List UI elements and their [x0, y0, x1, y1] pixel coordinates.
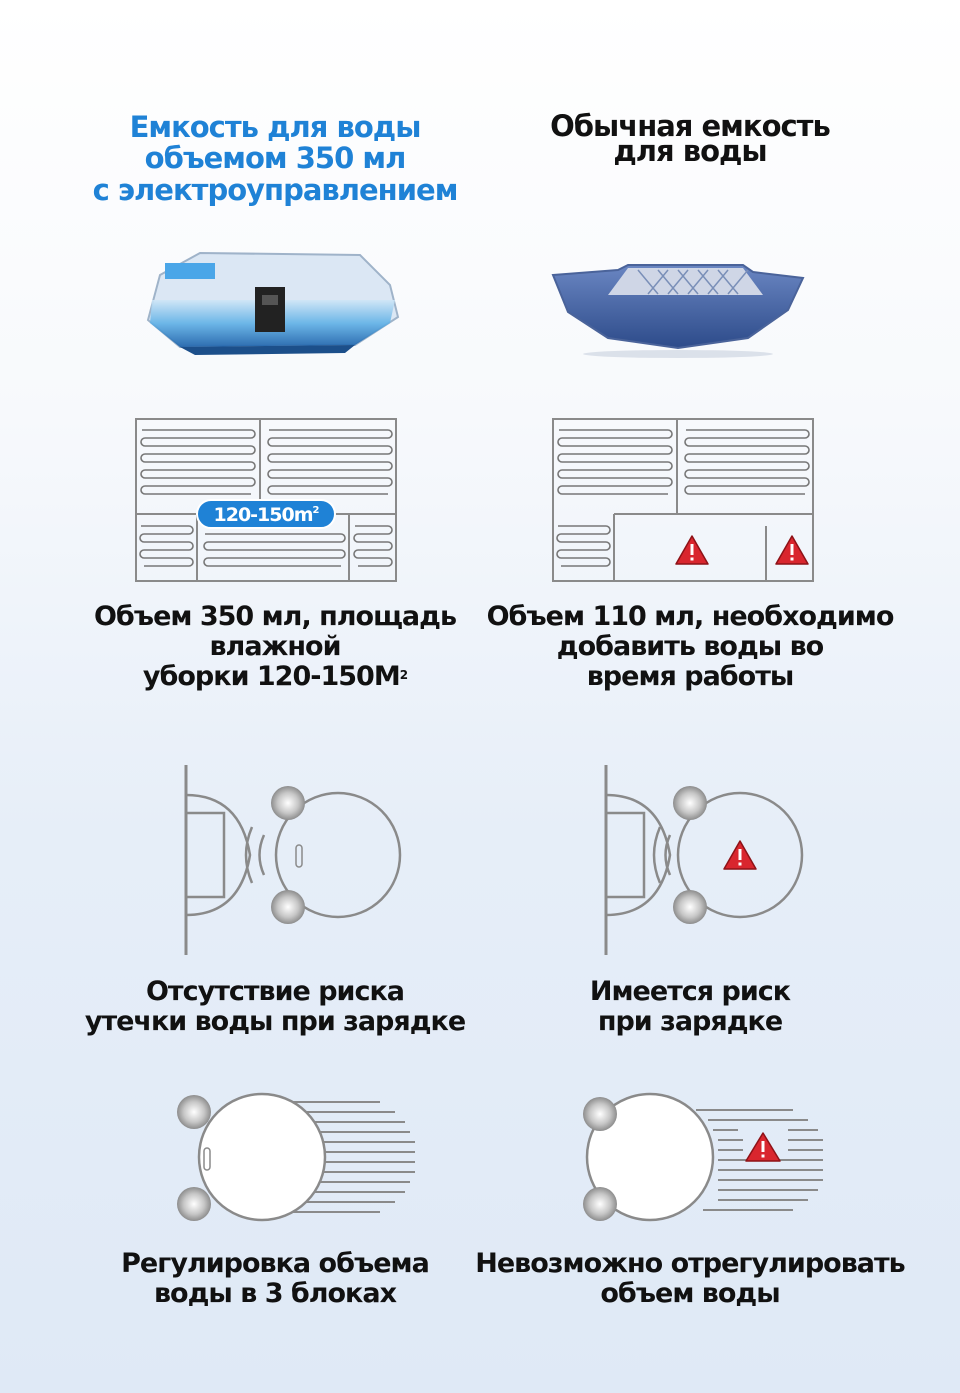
left-title: Емкость для воды объемом 350 мл с электроуправлением: [92, 110, 458, 207]
right-coverage-map: [552, 418, 814, 582]
right-title: Обычная емкость для воды: [550, 109, 830, 168]
electric-water-tank-image: [140, 245, 410, 360]
right-spec-caption: Объем 110 мл, необходимо добавить воды во время работы: [486, 601, 894, 692]
warning-icon: [776, 536, 808, 564]
warning-icon: [724, 841, 756, 869]
right-regulation-diagram: [578, 1092, 828, 1232]
left-spec-caption: Объем 350 мл, площадь влажной уборки $120-150M^2$: [93, 601, 457, 692]
area-badge-label: $120-150m^2$: [213, 504, 319, 526]
regular-water-tank-image: [548, 260, 808, 360]
left-charging-diagram: [180, 765, 410, 955]
right-charging-caption: Имеется риск при зарядке: [589, 976, 791, 1037]
left-regulation-diagram: [170, 1092, 420, 1232]
left-coverage-map: [135, 418, 397, 582]
left-charging-caption: Отсутствие риска утечки воды при зарядке: [84, 976, 466, 1037]
right-regulation-caption: Невозможно отрегулировать объем воды: [475, 1248, 905, 1309]
left-regulation-caption: Регулировка объема воды в 3 блоках: [121, 1248, 429, 1309]
right-charging-diagram: [600, 765, 830, 955]
warning-icon: [676, 536, 708, 564]
warning-icon: [746, 1133, 780, 1161]
